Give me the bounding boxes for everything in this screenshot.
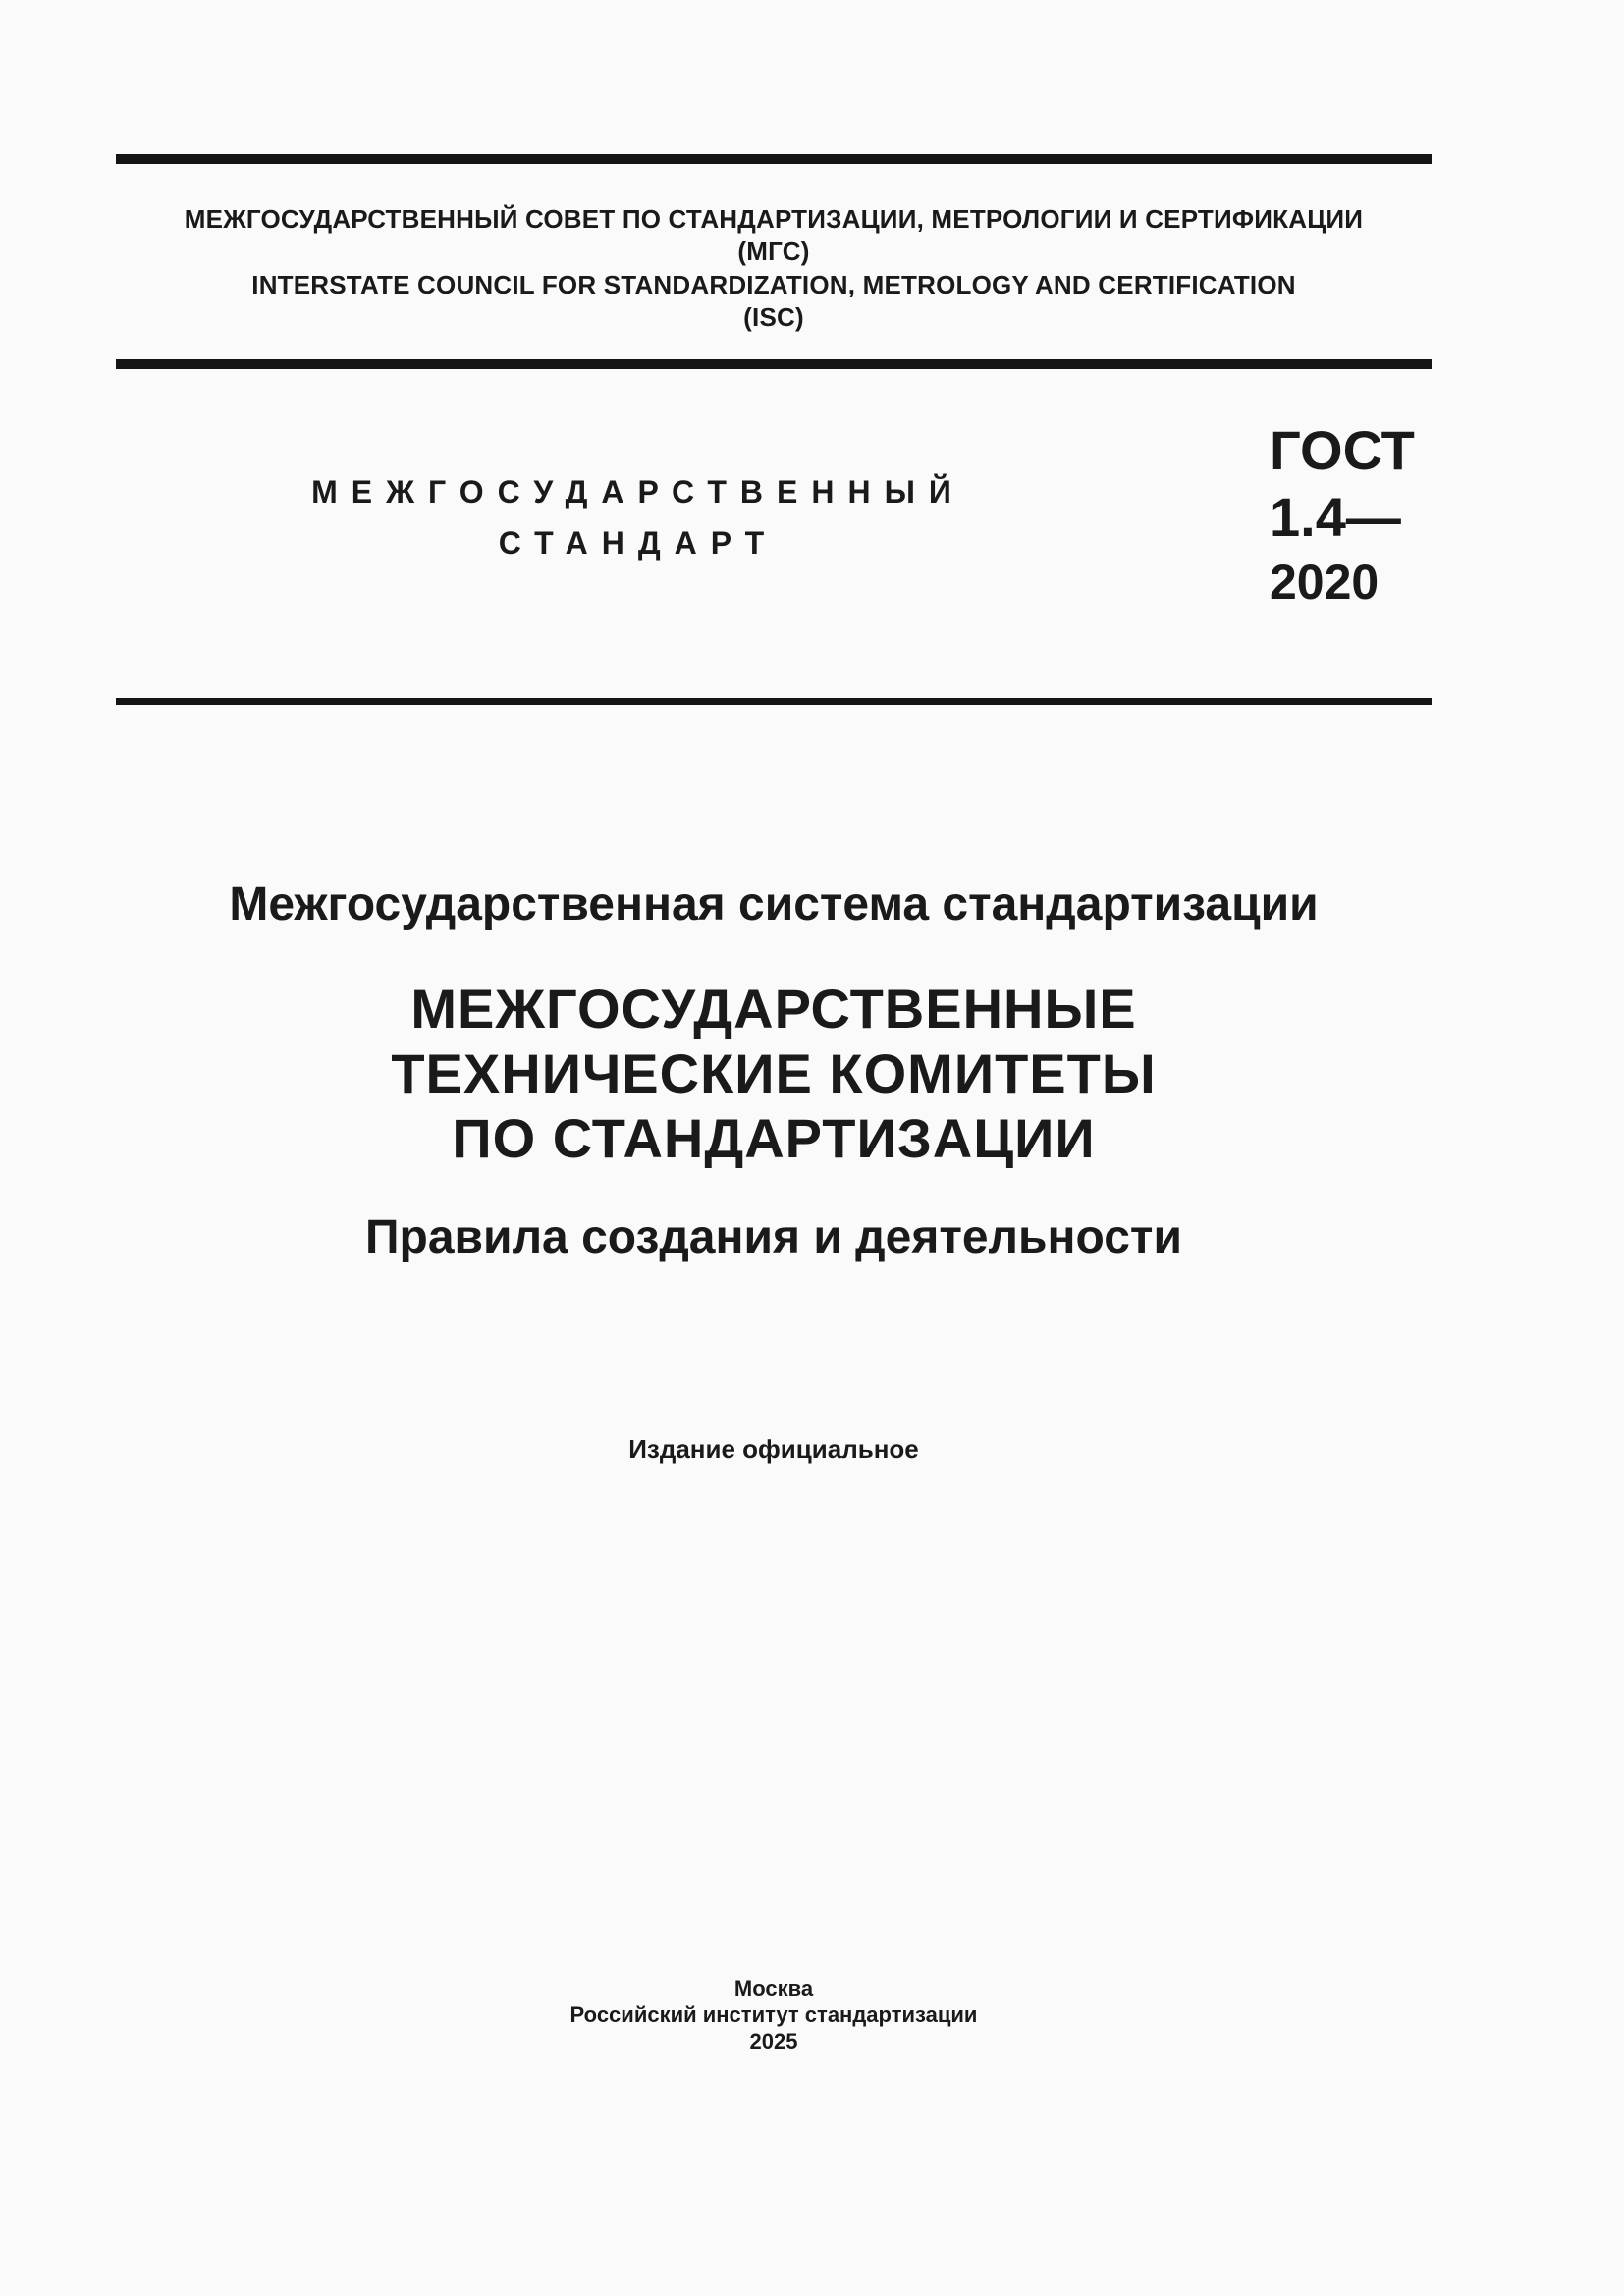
imprint: [116, 1975, 1432, 2055]
designation-bottom-rule: [116, 698, 1432, 705]
system-title: Межгосударственная система стандартизации: [229, 879, 1319, 931]
council-header: [116, 203, 1432, 334]
designation-number: 1.4—: [1270, 486, 1401, 548]
subtitle: Правила создания и деятельности: [365, 1211, 1182, 1263]
imprint-year: 2025: [749, 2029, 798, 2054]
main-title: [116, 977, 1432, 1171]
council-abbr-ru: (МГС): [737, 237, 810, 266]
imprint-publisher: Российский институт стандартизации: [569, 2002, 978, 2027]
standard-kind-line1: МЕЖГОСУДАРСТВЕННЫЙ: [311, 474, 965, 509]
designation-year: 2020: [1270, 555, 1380, 610]
main-title-line1: МЕЖГОСУДАРСТВЕННЫЕ: [410, 978, 1137, 1040]
standard-kind-line2: СТАНДАРТ: [498, 525, 779, 561]
main-title-line2: ТЕХНИЧЕСКИЕ КОМИТЕТЫ: [391, 1042, 1157, 1104]
council-bottom-rule: [116, 359, 1432, 369]
council-name-en: INTERSTATE COUNCIL FOR STANDARDIZATION, METROLOGY AND CERTIFICATION: [251, 270, 1296, 299]
top-rule: [116, 154, 1432, 164]
council-name-ru: МЕЖГОСУДАРСТВЕННЫЙ СОВЕТ ПО СТАНДАРТИЗАЦИИ, МЕТРОЛОГИИ И СЕРТИФИКАЦИИ: [184, 204, 1364, 234]
designation-prefix: ГОСТ: [1270, 419, 1415, 481]
edition-label: Издание официальное: [628, 1434, 919, 1464]
imprint-city: Москва: [733, 1976, 814, 2001]
council-abbr-en: (ISC): [743, 302, 804, 332]
main-title-line3: ПО СТАНДАРТИЗАЦИИ: [452, 1107, 1096, 1169]
